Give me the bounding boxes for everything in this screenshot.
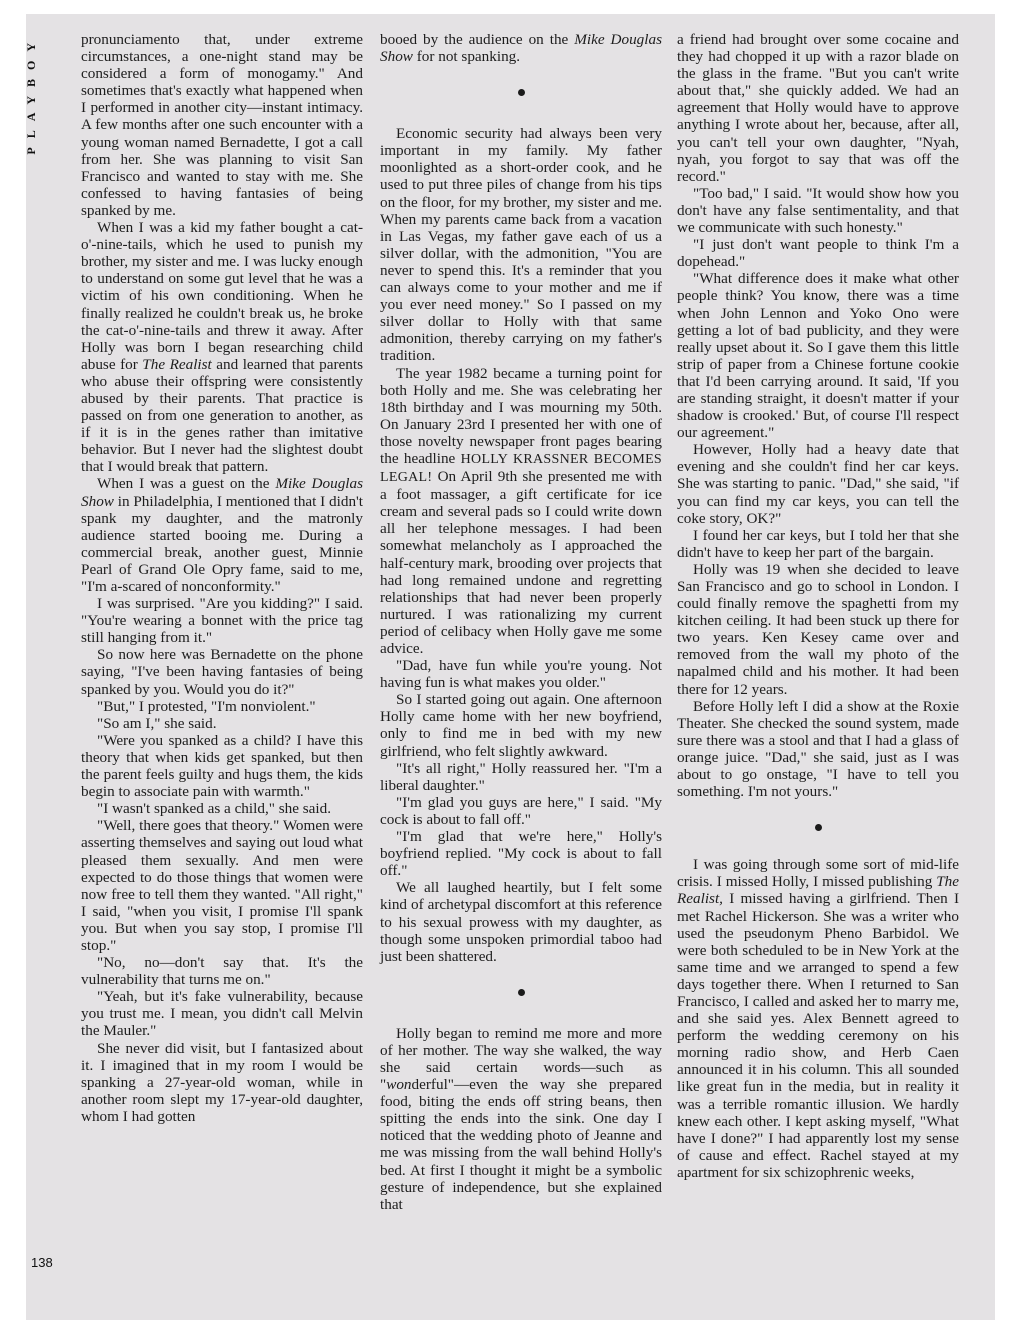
paragraph: Holly was 19 when she decided to leave San Francisco and go to school in London. I could finally remove the spaghetti from my kitchen ceiling. It had been stuck up there for two years. Ken Kesey came over and removed from the wall my photo of the napalmed child and his mother. It had been there for 12 years.: [677, 560, 959, 698]
italic-title: The Realist,: [677, 873, 959, 908]
paragraph: When I was a kid my father bought a cat-o'-nine-tails, which he used to punish my brother, my sister and me. I was lucky enough to understand on some gut level that he was a victim of his own conditioning. When he finally realized he couldn't break us, he broke the cat-o'-nine-tails and threw it away. After Holly was born I began researching child abuse for The Realist and learned that parents who abuse their offspring were consistently abused by their parents. That practice is passed on from one generation to another, as if it is in the genes rather than imitative behavior. But I never had the slightest doubt that I would break that pattern.: [81, 219, 364, 476]
paragraph: We all laughed heartily, but I felt some kind of archetypal discomfort at this reference to his sexual prowess with my daughter, as though some unspoken primordial taboo had just been shattered.: [380, 879, 662, 965]
paragraph: a friend had brought over some cocaine and they had chopped it up with a razor blade on the glass in the frame. "But you can't write about that," she quickly added. We had an agreement that Holly would have to approve anything I wrote about her, because, after all, you can't tell your own daughter, "Nyah, nyah, you forgot to say that was off the record.": [677, 31, 959, 185]
paragraph: "It's all right," Holly reassured her. "I'm a liberal daughter.": [380, 759, 662, 794]
italic-title: Mike Douglas Show: [81, 475, 364, 510]
paragraph: "I wasn't spanked as a child," she said.: [97, 800, 332, 818]
paragraph: "Yeah, but it's fake vulnerability, because you trust me. I mean, you didn't call Melvin the Mauler.": [81, 988, 363, 1040]
paragraph: "I'm glad that we're here," Holly's boyfriend replied. "My cock is about to fall off.": [380, 828, 662, 880]
paragraph: Holly began to remind me more and more of her mother. The way she walked, the way she said certain words—such as "wonderful"—even the way she prepared food, biting the ends off string beans, then spitting the ends into the sink. One day I noticed that the wedding photo of Jeanne and me was missing from the wall behind Holly's bed. At first I thought it might be a symbolic gesture of independence, but she explained that: [380, 1024, 662, 1213]
paragraph: She never did visit, but I fantasized about it. I imagined that in my room I would be spanking a 27-year-old woman, while in another room slept my 17-year-old daughter, whom I had gotten: [81, 1039, 363, 1125]
paragraph: "Well, there goes that theory." Women were asserting themselves and saying out loud what pleased them sexually. And men were expected to do those things that women were now free to tell them they wanted. "All right," I said, "when you visit, I promise I'll spank you. But when you say stop, I promise I'll stop.": [81, 817, 363, 954]
paragraph: "I'm glad you guys are here," I said. "My cock is about to fall off.": [380, 793, 662, 828]
text-column-1: [81, 31, 363, 1125]
bullet-separator-icon: [518, 989, 525, 996]
paragraph: "But," I protested, "I'm nonviolent.": [97, 697, 316, 715]
paragraph: The year 1982 became a turning point for both Holly and me. She was celebrating her 18th birthday and I was mourning my 50th. On January 23rd I presented her with one of those novelty newspaper front pages bearing the headline HOLLY KRASSNER BECOMES LEGAL! On April 9th she presented me with a foot massager, a gift certificate for ice cream and several pads so I could write down all her telephone messages. I had been somewhat melancholy as I approached the half-century mark, brooding over projects that had long remained undone and regretting relationships that had never been properly nurtured. I was rationalizing my current period of celibacy when Holly gave me some advice.: [380, 364, 663, 657]
paragraph: I was surprised. "Are you kidding?" I said. "You're wearing a bonnet with the price tag still hanging from it.": [81, 595, 363, 647]
paragraph: Before Holly left I did a show at the Roxie Theater. She checked the sound system, made sure there was a stool and that I had a glass of orange juice. "Dad," she said, just as I was about to go onstage, "I have to tell you something. I'm not yours.": [677, 697, 959, 801]
paragraph: "Were you spanked as a child? I have this theory that when kids get spanked, but then the parent feels guilty and hugs them, the kids begin to associate pain with warmth.": [81, 731, 363, 801]
bullet-separator-icon: [518, 89, 525, 96]
page-number: 138: [31, 1255, 53, 1270]
paragraph: "Too bad," I said. "It would show how you don't have any false sentimentality, and that we communicate with such honesty.": [677, 184, 959, 237]
paragraph: When I was a guest on the Mike Douglas Show in Philadelphia, I mentioned that I didn't spank my daughter, and the matronly audience started booing me. During a commercial break, another guest, Minnie Pearl of Grand Ole Opry fame, said to me, "I'm a-scared of nonconformity.": [81, 475, 364, 595]
paragraph: I found her car keys, but I told her that she didn't have to keep her part of the bargain.: [677, 526, 959, 561]
paragraph: "Dad, have fun while you're young. Not having fun is what makes you older.": [380, 657, 662, 692]
italic-title: The Realist: [142, 355, 212, 373]
paragraph: pronunciamento that, under extreme circumstances, a one-night stand may be considered a form of monogamy." And sometimes that's exactly what happened when I performed in another city—instant intimacy. A few months after one such encounter with a young woman named Bernadette, I got a call from her. She was planning to visit San Francisco and wanted to stay with me. She confessed to having fantasies of being spanked by me.: [81, 31, 363, 219]
paragraph: So I started going out again. One afternoon Holly came home with her new boyfriend, only to find me in bed with my new girlfriend, who felt slightly awkward.: [380, 691, 662, 760]
section-break: [380, 65, 662, 125]
section-break: [380, 965, 662, 1025]
headline-caps: HOLLY KRASSNER BECOMES LEGAL!: [380, 451, 663, 486]
paragraph: However, Holly had a heavy date that evening and she couldn't find her car keys. She was starting to panic. "Dad," she said, "if you can find my car keys, you can tell the coke story, OK?": [677, 441, 959, 527]
paragraph: I was going through some sort of mid-life crisis. I missed Holly, I missed publishing The Realist, I missed having a girlfriend. Then I met Rachel Hickerson. She was a writer who used the pseudonym Pheno Barbidol. We were both scheduled to be in New York at the same time and we arranged to spend a few days together there. When I returned to San Francisco, I called and asked her to marry me, and she said yes. Alex Bennett agreed to perform the wedding ceremony on his morning radio show, and Herb Caen announced it in his column. This all sounded like great fun in the media, but in reality it was a terrible romantic illusion. We hardly knew each other. I kept asking myself, "What have I done?" I had apparently lost my sense of cause and effect. Rachel stayed at my apartment for six schizophrenic weeks,: [677, 856, 960, 1181]
text-column-3: [677, 31, 959, 1181]
paragraph: "I just don't want people to think I'm a dopehead.": [677, 236, 959, 271]
section-break: [677, 800, 959, 856]
paragraph: "No, no—don't say that. It's the vulnerability that turns me on.": [81, 954, 363, 989]
paragraph: So now here was Bernadette on the phone saying, "I've been having fantasies of being spanked by you. Would you do it?": [81, 646, 363, 698]
text-column-2: [380, 31, 662, 1213]
paragraph: Economic security had always been very important in my family. My father moonlighted as a short-order cook, and he used to put three piles of change from his tips on the floor, for my brother, my sister and me. When my parents came back from a vacation in Las Vegas, my father gave each of us a silver dollar, with the admonition, "You are never to spend this. It's a reminder that you can always come to your mother and me if you ever need money." So I passed on my silver dollar to Holly with that same admonition, thereby carrying on my father's tradition.: [380, 125, 662, 365]
bullet-separator-icon: [815, 824, 822, 831]
paragraph: booed by the audience on the Mike Douglas Show for not spanking.: [380, 31, 663, 66]
running-head: PLAYBOY: [24, 34, 38, 155]
paragraph: "What difference does it make what other people think? You know, there was a time when John Lennon and Yoko Ono were getting a lot of bad publicity, and they were really upset about it. So I gave them this little strip of paper from a Chinese fortune cookie that I'd been carrying around. It said, 'If you are standing straight, it doesn't matter if your shadow is crooked.' But, of course I'll respect our agreement.": [677, 270, 959, 442]
italic-emphasis: won: [386, 1076, 412, 1094]
italic-title: Mike Douglas Show: [380, 31, 663, 66]
paragraph: "So am I," she said.: [97, 714, 217, 732]
